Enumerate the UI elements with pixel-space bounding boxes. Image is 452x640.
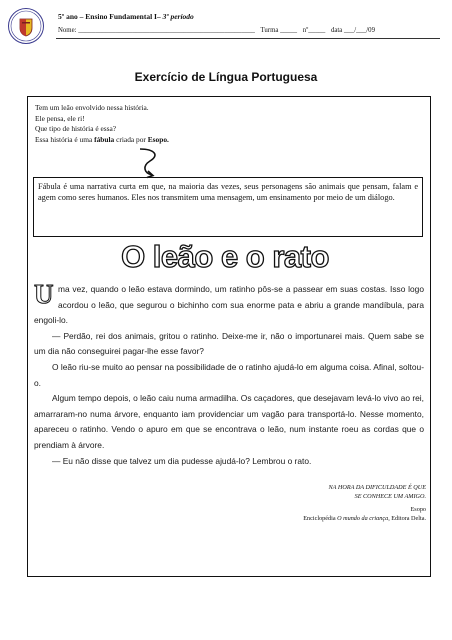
student-info-line: [58, 27, 438, 34]
page-title: Exercício de Língua Portuguesa: [134, 70, 318, 84]
author-name: Esopo: [410, 506, 426, 513]
numero-field[interactable]: nº_____: [302, 27, 326, 34]
intro-line-1: Tem um leão envolvido nessa história.: [35, 103, 149, 112]
moral-text: NA HORA DA DIFICULDADE É QUE SE CONHECE UM AMIGO.: [328, 484, 426, 500]
story-paragraph-5: — Eu não disse que talvez um dia pudesse ajudá-lo? Lembrou o rato.: [52, 455, 312, 466]
turma-field[interactable]: Turma _____: [260, 27, 298, 34]
school-crest-logo: [8, 8, 44, 44]
story-paragraph-1: Uma vez, quando o leão estava dormindo, um ratinho pôs-se a passear em suas costas. Isso logo acordou o leão, que segurou o bichinho com sua enorme pata e abriu a grande mandíbula, para engoli-lo.: [34, 279, 424, 326]
source-reference: Enciclopédia O mundo da criança, Editora Delta.: [303, 515, 426, 522]
header-divider: [56, 38, 440, 39]
story-title: [120, 236, 330, 276]
name-field[interactable]: Nome: ____________________________________________________: [58, 27, 255, 34]
date-field[interactable]: data ___/___/09: [330, 27, 375, 34]
story-paragraph-2: — Perdão, rei dos animais, gritou o ratinho. Deixe-me ir, não o importunarei mais. Quem sabe se um dia não conseguirei pagar-lhe esse favor?: [34, 330, 424, 357]
story-paragraph-3: O leão riu-se muito ao pensar na possibilidade de o ratinho ajudá-lo em alguma coisa. Afinal, soltou-o.: [34, 361, 424, 388]
story-paragraph-4: Algum tempo depois, o leão caiu numa armadilha. Os caçadores, que desejavam levá-lo vivo ao rei, amarraram-no numa árvore, enquanto iam providenciar um vagão para transportá-lo. Nesse momento, apareceu o ratinho. Vendo o apuro em que se encontrava o leão, num instante roeu as cordas que o prendiam à árvore.: [34, 393, 424, 450]
intro-line-4: Essa história é uma fábula criada por Esopo.: [35, 134, 169, 144]
intro-line-3: Que tipo de história é essa?: [35, 124, 117, 134]
intro-line-2: Ele pensa, ele ri!: [35, 113, 85, 123]
grade-line: 5º ano – Ensino Fundamental I– 3º período: [58, 12, 194, 21]
credits: [180, 505, 426, 523]
story-text: [34, 279, 424, 469]
svg-text:O leão e o rato: O leão e o rato: [121, 239, 329, 274]
intro-text: [35, 103, 169, 145]
dropcap-letter: U: [34, 279, 54, 309]
fabula-definition-box: Fábula é uma narrativa curta em que, na maioria das vezes, seus personagens são animais que pensam, falam e agem como seres humanos. Eles nos transmitem uma mensagem, um ensinamento por meio de um diálogo.: [33, 177, 423, 237]
